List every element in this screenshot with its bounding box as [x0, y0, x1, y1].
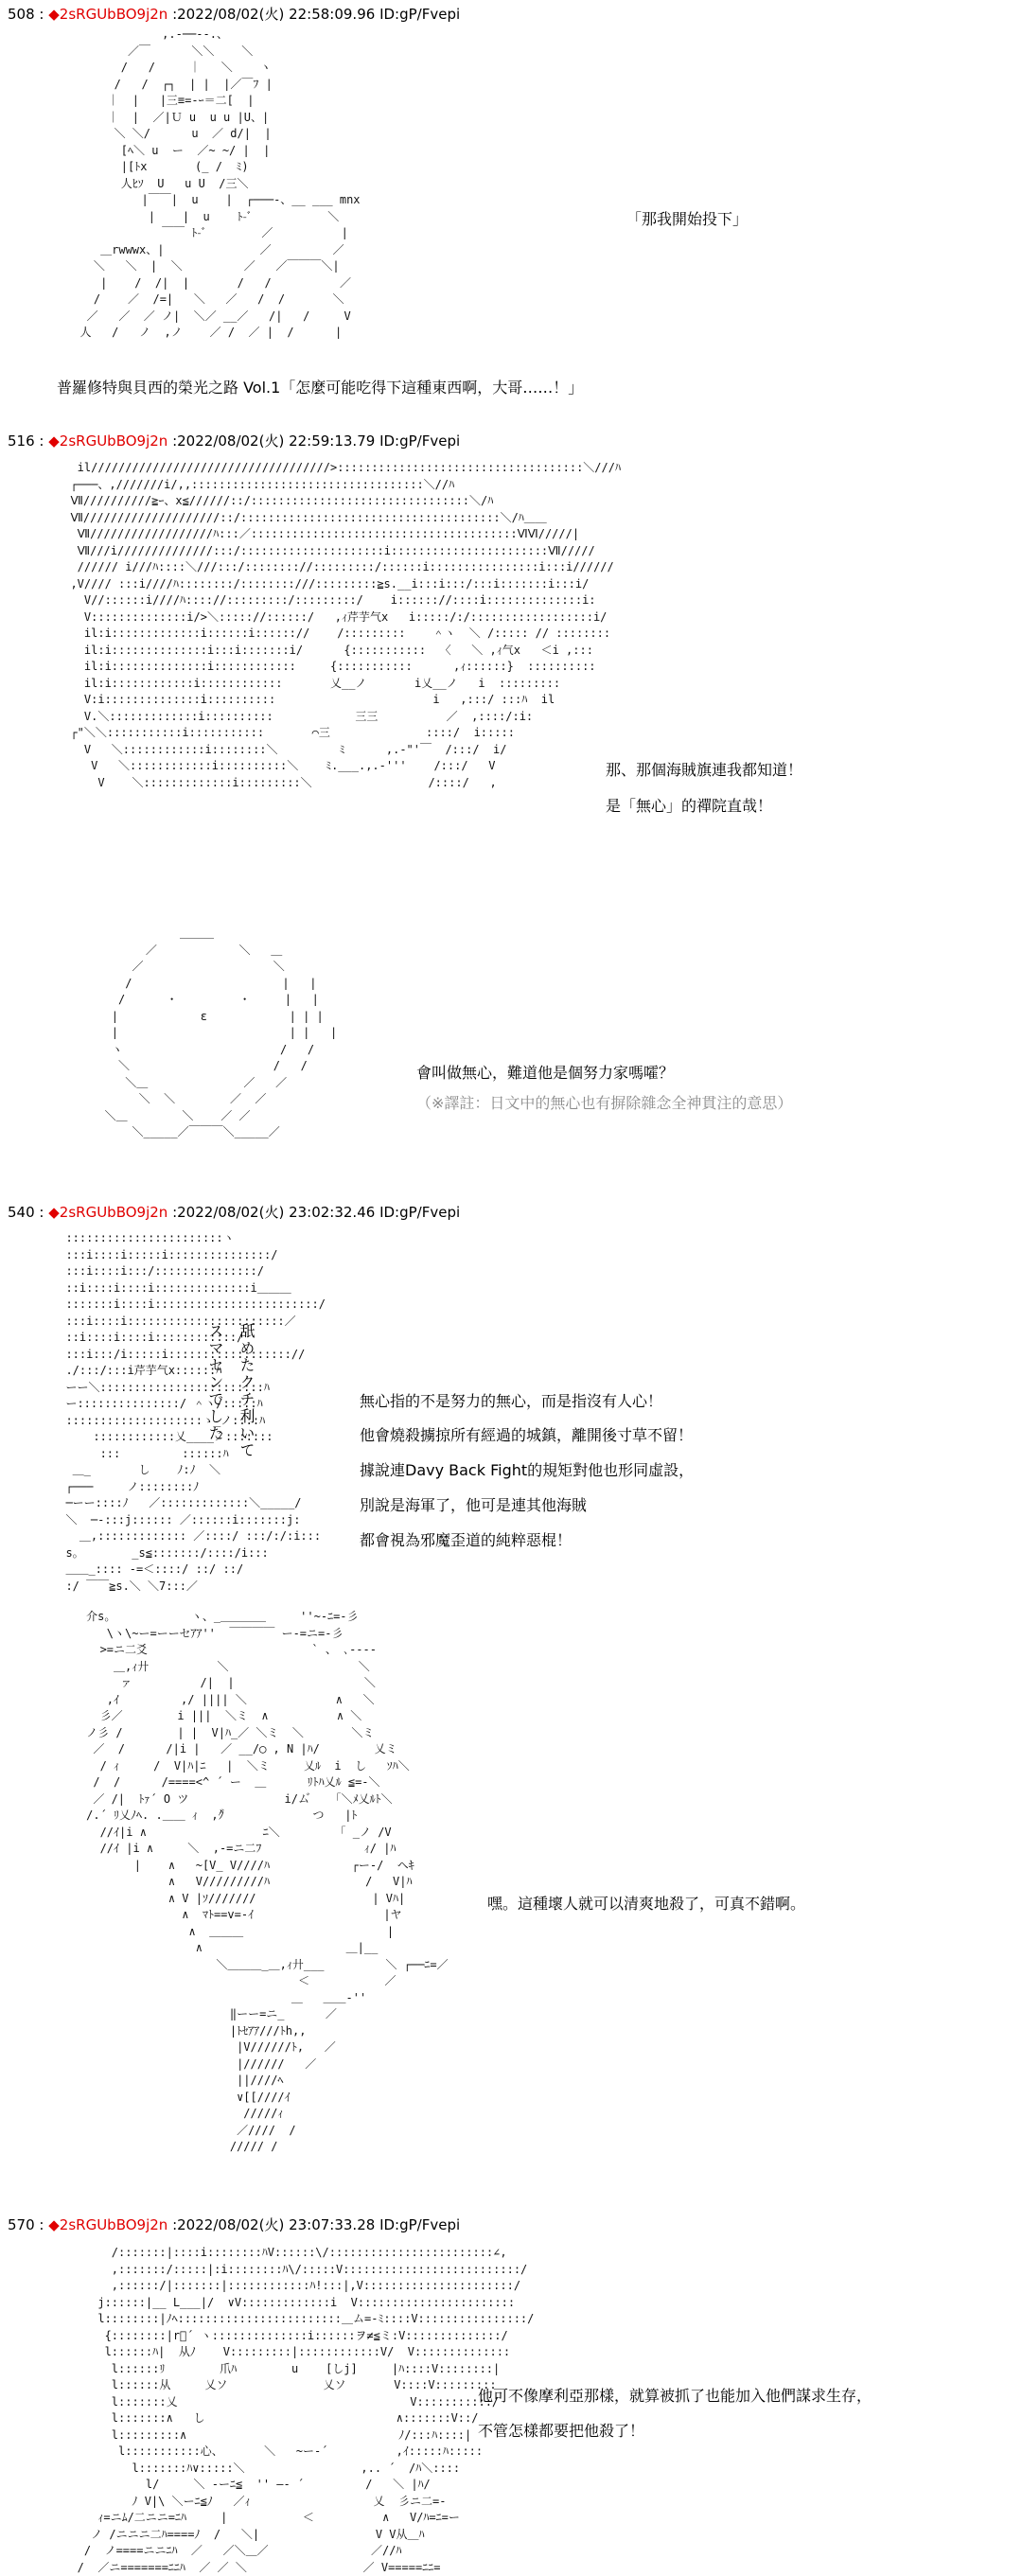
dialogue-line: 他會燒殺擄掠所有經過的城鎮，離開後寸草不留！	[360, 1426, 694, 1444]
dialogue-line: 是「無心」的禪院直哉！	[606, 797, 773, 815]
post-datetime: 2022/08/02(火) 23:02:32.46	[177, 1204, 376, 1221]
ascii-art-face: il///////////////////////////////////>::::::::::::::::::::::::::::::::::::＼///ﾊ ┌───、,///////i/,,::::::::::::::::::::::::::::::::::＼//ﾊ Ⅶ//////////≧ｰ、x≦//////::/::::::::::::::::::::::::::::::::＼/ﾊ Ⅶ////////////////////::/::::::::::::::::::::::::::::::::::::::＼/ﾊ＿＿ Ⅶ//////////////////ﾊ:::／:::::::::::::::::::::::::::::::::::::::ⅥⅥ/////| Ⅶ///i//////////////:::/:::::::::::::::::::::i:::::::::::::::::::::::Ⅶ///// ////// i///ﾊ::::＼///:::/:::::::://:::::::::/::::::i::::::::::::::::i:::i////// ,V//// :::i////ﾊ::::::::/::::::::///:::::::::≧s.__i:::i:::/:::i:::::::i:::i/ V//::::::i////ﾊ:::://:::::::::/:::::::::/ i:::::://::::i::::::::::::::i: V::::::::::::::i/>＼::::://::::::/ ,ｨ芹芋气x i:::::/:/::::::::::::::::::i/ il:i:::::::::::::i::::::i::::::// /::::::::: ＾ヽ ＼ /::::: // :::::::: il:i::::::::::::::i:::i:::::::i/ {::::::::::: 〈 ＼ ,ｨ气x ＜i ,::: il:i::::::::::::::i:::::::::::: {::::::::::: ,ｨ::::::} :::::::::: il:i::::::::::::i:::::::::::: 乂__ノ i乂__ノ i ::::::::: V:i::::::::::::::i:::::::::: i ,:::/ :::ﾊ il V.＼:::::::::::::i:::::::::: 三三 ／ ,::::/:i: ┌"＼＼:::::::::::i::::::::::: ⌒三 ::::/ i::::: V ＼::::::::::::i::::::::＼ ﾐ ,.-"'￣ /:::/ i/ V ＼::::::::::::i::::::::::＼ ﾐ.___.,.-''' /:::/ V V ＼:::::::::::::i:::::::::＼ /::::/ ,	[57, 461, 621, 789]
post-number[interactable]: 540	[8, 1204, 35, 1221]
post-datetime: 2022/08/02(火) 23:07:33.28	[177, 2216, 376, 2233]
poster-id[interactable]: ID:gP/Fvepi	[379, 432, 461, 450]
poster-name: ◆2sRGUbBO9j2n	[48, 1204, 168, 1221]
dialogue-line: 那、那個海賊旗連我都知道！	[606, 761, 803, 779]
dialogue-line: 別說是海軍了，他可是連其他海賊	[360, 1496, 588, 1514]
post-header: 516 : ◆2sRGUbBO9j2n :2022/08/02(火) 22:59:13.79 ID:gP/Fvepi	[8, 432, 461, 450]
post-datetime: 2022/08/02(火) 22:59:13.79	[177, 432, 376, 450]
ascii-art-grinning-figure: /:::::::|::::i::::::::ﾊV::::::\/::::::::::::::::::::::::∠, ,:::::::/:::::|:i::::::::ﾊ\/:::::V::::::::::::::::::::::::::/ ,::::::/|:::::::|::::::::::::ﾊ!:::|,V::::::::::::::::::::::/ j::::::|__ L___|/ ∨V:::::::::::::i V::::::::::::::::::::::: l::::::::|ﾉﾍ::::::::::::::::::::::::＿ム=-ﾐ::::V::::::::::::::::/ {::::::::|r゙´ ヽ::::::::::::::i::::::ヲ≠≦ミ:V::::::::::::::/ l::::::ﾊ| 从ﾉ V:::::::::|::::::::::::V/ V:::::::::::::: l::::::ﾘ 爪ﾊ u [しj] |ﾊ::::V::::::::| l::::::从 乂ソ 乂ソ V::::V::::::::: l:::::::乂 V:::::::::::/ l:::::::∧ し ∧:::::::V::/ l:::::::::∧ ﾉ/:::ﾊ::::| l:::::::::::心、 ＼ ~ー-´ ,ｲ:::::ﾊ::::: l:::::::ﾊ∨:::::＼ ,.. ´ /ﾊ＼:::: l/ ＼ -ーﾆ≦ '' ―- ´ / ＼ |ﾊ/ ﾉ V|\ ＼ーﾆ≦ﾉ ／ｨ 乂 彡ニ二=- ｨ=ニﾑ/二ニニ=ﾆﾊ | ＜ ∧ V/ﾊ=ﾆ=ー ノ /ニニニ二ﾊ====ﾉ / ＼| V V从＿ﾊ / ノ====ニニﾆﾊ ／ ／＼＿／ ／//ﾊ / ／ニ=======ﾆﾆﾊ ／ ／ ＼ ／ V=====ﾆﾆ=	[77, 2246, 535, 2574]
ascii-art-figure: ,.-──--.、 ／￣ ＼＼ ＼ / / ｜ ＼ ヽ / / ┌┐ | | |／￣ﾌ | ｜ | |三≡=-ｰ＝二[ | ｜ | ／|Ｕ u u u |U、| ＼ ＼/ u ／ d/| | [ﾍ＼ u ー ／~ ~/ | | |[ﾄx (_ / ﾐ) 人ﾋｿ U u U /三＼ |￣￣| u | ┌───-、__ ___ mnx | | u ﾄ-ﾞ ＼ ￣￣ ﾄ-ﾞ ／ | ＿rwwwx、| ／ ／ ＼ ＼ | ＼ ／ ／￣￣￣＼| | / /| | / / ／ / ／ /=| ＼ ／ / / ＼ ／ ／ ／ ノ| ＼／ __／ /| / V 人 / ノ ,ノ ／ / ／ | / |	[79, 27, 361, 339]
vertical-speech: スマセンでした	[206, 1323, 224, 1442]
dialogue-line: 他可不像摩利亞那樣，就算被抓了也能加入他們謀求生存，	[478, 2387, 872, 2405]
poster-id[interactable]: ID:gP/Fvepi	[379, 1204, 461, 1221]
ascii-art-smirking-figure: 介s。 ヽ、_＿＿＿＿ ''~-ﾆ=-彡 \ヽ\~ー=ーーセｱｱ'' ￣￣￣￣ ー-=ニ=-彡 >=ニ二爻 ` 、 ､---- ＿,ｨ廾 ＼ ＼ ァ /| | ＼ ,ｲ ,/ |||| ＼ ∧ ＼ 彡／ i ||| ＼ミ ∧ ∧ ＼ ノ彡 / | | V|ﾊ_／ ＼ミ ＼ ＼ミ ／ / /|i | ／ __/◯ , N |ﾊ/ 乂ミ / ｨ / V|ﾊ|ﾆ | ＼ミ 乂ﾙ i し ｿﾊ＼ / / /====<^ ´ ー ＿ ﾘﾄﾊ乂ﾙ ≦=-＼ ／ /| ﾄｧ´ O ツ i/ム゙ 「＼ﾒ乂ﾙﾄ＼ /.´ ﾘ乂ﾉﾍ. .＿＿ ｨ ,ｸ゙ つ |ﾄ //ｲ|i ∧ ﾆ＼ 「 _ノ /V //ｲ |i ∧ ＼ ,-=ニ二ﾌ ｨ/ |ﾊ | ∧ ~[V_ V////ﾊ ┌ー-/ ヘｷ ∧ V/////////ﾊ / V|ﾊ ∧ V |ｿ/////// | Vﾊ| ∧ ﾏﾄ==v=-ｲ |ヤ ∧ ＿＿＿ | ∧ ＿|__ ＼＿＿＿_＿,ｨ廾___ ＼ ┌──ﾆ=／ ＜ ／ ＿ ＿＿-'' ‖ーー=ニ_ ／ |ﾄｾｱｱ///ﾄh,, |V//////ﾄ, ／ |////// ／ ||////ﾍ ∨[[////ｲ /////ｨ ／//// / ///// /	[86, 1610, 449, 2153]
poster-id[interactable]: ID:gP/Fvepi	[379, 2216, 461, 2233]
post-datetime: 2022/08/02(火) 22:58:09.96	[177, 6, 376, 23]
post-header: 540 : ◆2sRGUbBO9j2n :2022/08/02(火) 23:02:32.46 ID:gP/Fvepi	[8, 1204, 461, 1221]
post-header: 570 : ◆2sRGUbBO9j2n :2022/08/02(火) 23:07:33.28 ID:gP/Fvepi	[8, 2216, 461, 2233]
vertical-speech: 舐めたクチ利いて	[238, 1323, 256, 1459]
post-caption: 普羅修特與貝西的榮光之路 Vol.1「怎麼可能吃得下這種東西啊，大哥……！」	[57, 379, 584, 397]
post-number[interactable]: 570	[8, 2216, 35, 2233]
dialogue-line: 會叫做無心，難道他是個努力家嗎嚯？	[416, 1064, 675, 1082]
poster-name: ◆2sRGUbBO9j2n	[48, 2216, 168, 2233]
post-number[interactable]: 508	[8, 6, 35, 23]
ascii-art-bowing-figure: :::::::::::::::::::::::ヽ :::i::::i:::::i:::::::::::::::/ :::i::::i:::/:::::::::::::::/ ::i::::i::::i::::::::::::::i＿＿＿ :::::::i::::i::::::::::::::::::::::::/ :::i::::i:::::::::::::::::::::::／ ::i::::i::::i::::::::::::/ :::i:::/i:::::i::::::::::::::::::// ./:::/:::i芹芋气x::::::ﾊ ーー＼::::::::::::::::::::::::ﾊ ー:::::::::::::::/ ＾ヽ/:::::ﾊ ::::::::::::::::::::ゝ_ノ::::ﾊ ::::::::::::乂____ノ::::::: ::: ::::::ﾊ ＿_ し ﾉ:ﾉ ＼ ┌─── ノ::::::::ﾉ ─ーー::::ﾉ ／:::::::::::::＼_____/ ＼ ─-:::j:::::: ／::::::i:::::::j: ＿,::::::::::::: ／::::/ :::/:/:i::: s。 _s≦:::::::/::::/i::: ＿＿_:::: -=＜::::/ ::/ ::/ :/ ￣￣≧s.＼ ＼7:::／	[65, 1231, 326, 1593]
post-number[interactable]: 516	[8, 432, 35, 450]
dialogue-line: 據說連Davy Back Fight的規矩對他也形同虛設，	[360, 1461, 695, 1479]
translator-note: （※譯註：日文中的無心也有摒除雜念全神貫注的意思）	[416, 1094, 793, 1112]
dialogue-line: 「那我開始投下」	[626, 210, 749, 228]
dialogue-line: 都會視為邪魔歪道的純粹惡棍！	[360, 1531, 573, 1549]
poster-name: ◆2sRGUbBO9j2n	[48, 6, 168, 23]
ascii-art-blank-face: ＿＿＿ ／ ＼ ＿ ／ ＼ / | | / ・ ・ | | | ε | | | | | | | ヽ / / ＼ / / ＼＿ ／ ／ ＼ ＼ ／ ／ ＼＿ ＼ ／ ／ ＼_____／￣￣￣＼_____／	[104, 926, 338, 1138]
dialogue-line: 不管怎樣都要把他殺了！	[478, 2422, 645, 2440]
dialogue-line: 嘿。這種壞人就可以清爽地殺了，可真不錯啊。	[487, 1895, 806, 1913]
post-header: 508 : ◆2sRGUbBO9j2n :2022/08/02(火) 22:58:09.96 ID:gP/Fvepi	[8, 6, 461, 23]
dialogue-line: 無心指的不是努力的無心，而是指沒有人心！	[360, 1392, 663, 1410]
poster-name: ◆2sRGUbBO9j2n	[48, 432, 168, 450]
poster-id[interactable]: ID:gP/Fvepi	[379, 6, 461, 23]
